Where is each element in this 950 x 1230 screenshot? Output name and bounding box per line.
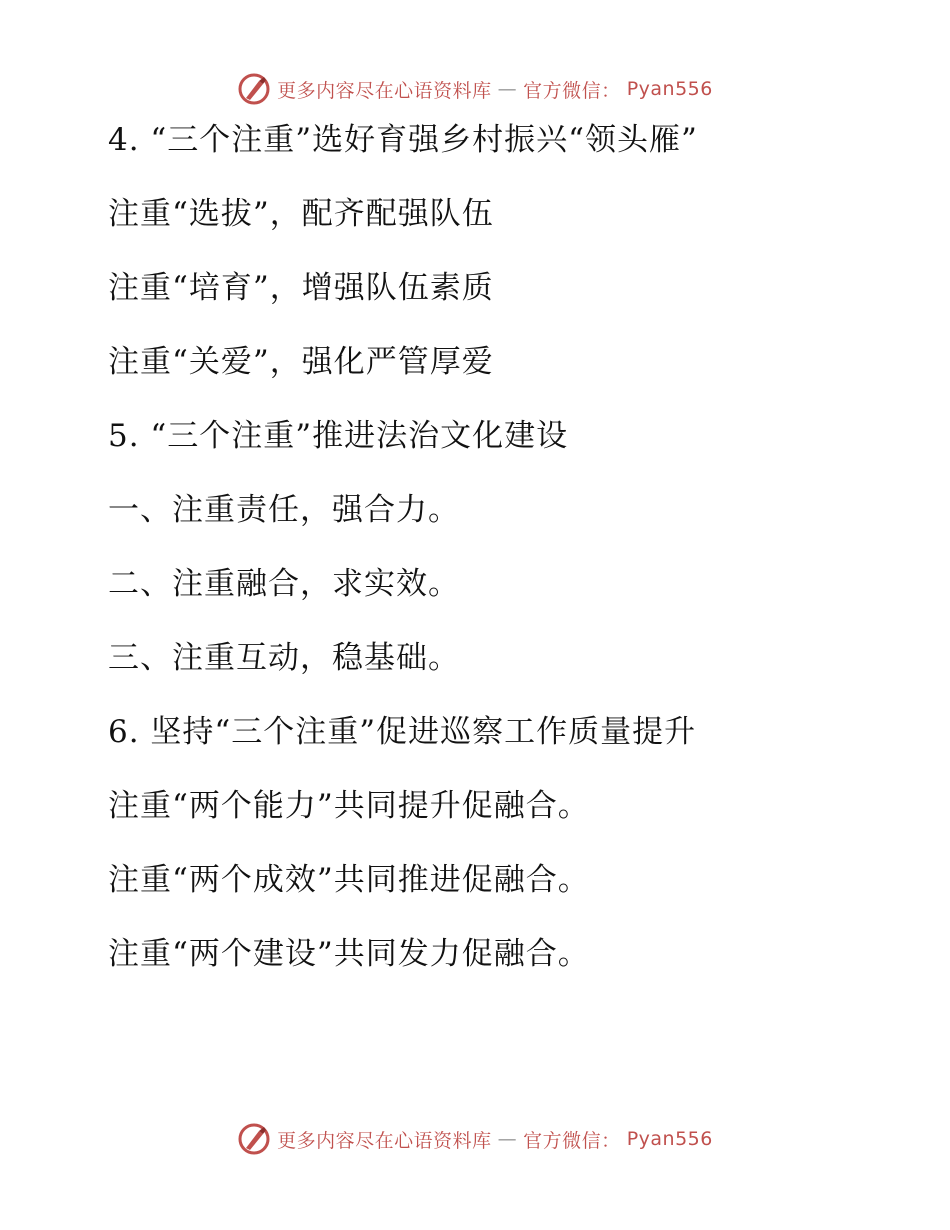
section-heading-4: 4. “三个注重”选好育强乡村振兴“领头雁”: [108, 122, 698, 158]
text-line: 注重“选拔”，配齐配强队伍: [108, 196, 494, 232]
footer-watermark: [0, 1122, 950, 1156]
watermark-contact-label: 官方微信：: [523, 79, 621, 102]
text-line: 注重“培育”，增强队伍素质: [108, 270, 494, 306]
text-line: 一、注重责任，强合力。: [108, 492, 460, 528]
watermark-separator: —: [497, 1128, 518, 1150]
document-body: [108, 122, 908, 1010]
section-heading-6: 6. 坚持“三个注重”促进巡察工作质量提升: [108, 714, 697, 750]
text-line: 三、注重互动，稳基础。: [108, 640, 460, 676]
watermark-contact-label: 官方微信：: [523, 1129, 621, 1152]
watermark-contact-id: Pyan556: [626, 78, 713, 100]
quill-pen-logo-icon: [237, 1122, 271, 1156]
watermark-brand-text: 更多内容尽在心语资料库: [277, 1129, 492, 1152]
watermark-separator: —: [497, 78, 518, 100]
text-line: 注重“两个建设”共同发力促融合。: [108, 936, 590, 972]
text-line: 注重“两个能力”共同提升促融合。: [108, 788, 590, 824]
text-line: 二、注重融合，求实效。: [108, 566, 460, 602]
watermark-contact-id: Pyan556: [626, 1128, 713, 1150]
quill-pen-logo-icon: [237, 72, 271, 106]
section-heading-5: 5. “三个注重”推进法治文化建设: [108, 418, 569, 454]
header-watermark: [0, 72, 950, 106]
watermark-brand-text: 更多内容尽在心语资料库: [277, 79, 492, 102]
text-line: 注重“两个成效”共同推进促融合。: [108, 862, 590, 898]
text-line: 注重“关爱”，强化严管厚爱: [108, 344, 494, 380]
